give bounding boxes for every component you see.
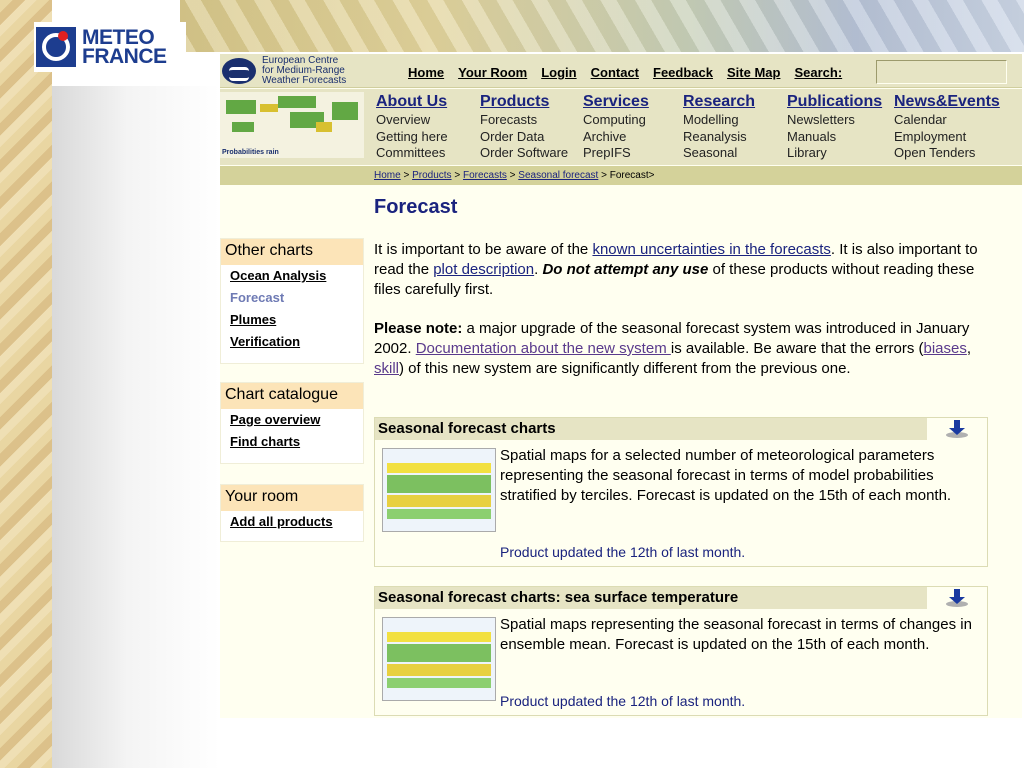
menu-head-about-us[interactable]: About Us [376, 93, 448, 110]
nav-contact[interactable]: Contact [590, 65, 639, 80]
note-label: Please note: [374, 320, 463, 337]
menu-item-reanalysis[interactable]: Reanalysis [683, 128, 747, 144]
menu-item-committees[interactable]: Committees [376, 145, 446, 160]
ecmwf-logo-line: Weather Forecasts [262, 75, 347, 86]
page-title: Forecast [374, 196, 458, 218]
sidebar-link-find-charts[interactable]: Find charts [230, 434, 301, 449]
menu-research [683, 93, 755, 162]
sidebar-your-room [220, 484, 364, 542]
sidebar-heading: Other charts [221, 239, 363, 265]
ecmwf-page [220, 54, 1022, 718]
forecast-map-thumbnail[interactable] [382, 448, 496, 532]
menu-publications [787, 93, 882, 162]
menu-item-overview[interactable]: Overview [376, 112, 431, 127]
menu-item-forecasts[interactable]: Forecasts [480, 112, 538, 127]
nav-your-room[interactable]: Your Room [458, 65, 528, 80]
logo-line-1: METEO [82, 26, 155, 49]
card-title[interactable]: Seasonal forecast charts: sea surface temperature [378, 589, 739, 606]
menu-about-us [376, 93, 448, 162]
breadcrumb-seasonal-forecast[interactable]: Seasonal forecast [518, 170, 599, 181]
card-updated-note: Product updated the 12th of last month. [500, 544, 746, 560]
slide-left-band [0, 0, 52, 768]
menu-item-library[interactable]: Library [787, 145, 827, 160]
menu-item-seasonal[interactable]: Seasonal [683, 145, 738, 160]
card-description: Spatial maps representing the seasonal forecast in terms of changes in ensemble mean. Forecast is updated on the 15th of each month. [500, 616, 972, 653]
product-card [374, 586, 988, 716]
menu-item-newsletters[interactable]: Newsletters [787, 112, 855, 127]
sidebar-link-plumes[interactable]: Plumes [230, 312, 277, 327]
ecmwf-emblem-icon [222, 58, 256, 84]
nav-home[interactable]: Home [408, 65, 445, 80]
meteo-france-emblem-icon [36, 27, 76, 67]
breadcrumb-forecasts[interactable]: Forecasts [462, 170, 507, 181]
sidebar-link-ocean-analysis[interactable]: Ocean Analysis [230, 268, 327, 283]
link-known-uncertainties[interactable]: known uncertainties in the forecasts [592, 241, 831, 258]
menu-item-employment[interactable]: Employment [894, 128, 967, 144]
sidebar-chart-catalogue [220, 382, 364, 464]
menu-item-archive[interactable]: Archive [583, 128, 627, 144]
rain-probability-map-thumbnail[interactable] [220, 92, 364, 158]
nav-feedback[interactable]: Feedback [653, 65, 713, 80]
menu-item-prepifs[interactable]: PrepIFS [583, 145, 631, 160]
top-navigation [408, 65, 842, 80]
main-menu [220, 89, 1022, 165]
card-title[interactable]: Seasonal forecast charts [378, 420, 556, 437]
link-new-system-docs[interactable]: Documentation about the new system [415, 340, 671, 357]
download-icon[interactable] [927, 418, 987, 440]
card-description: Spatial maps for a selected number of meteorological parameters representing the seasonal forecast in terms of model probabilities stratified by terciles. Forecast is updated on the 15th of each month. [500, 447, 952, 504]
menu-item-calendar[interactable]: Calendar [894, 112, 947, 127]
menu-products [480, 93, 568, 162]
slide-top-band [180, 0, 1024, 52]
nav-site-map[interactable]: Site Map [726, 65, 781, 80]
card-updated-note: Product updated the 12th of last month. [500, 693, 746, 709]
breadcrumb-products[interactable]: Products [412, 170, 452, 181]
nav-search-label: Search: [794, 65, 843, 80]
menu-item-manuals[interactable]: Manuals [787, 128, 837, 144]
menu-item-order-data[interactable]: Order Data [480, 128, 545, 144]
breadcrumb-current: Forecast> [609, 170, 655, 181]
menu-services [583, 93, 649, 162]
sidebar-other-charts [220, 238, 364, 364]
link-biases[interactable]: biases [923, 340, 967, 357]
sidebar-heading: Your room [221, 485, 363, 511]
site-header [220, 54, 1022, 88]
sst-map-thumbnail[interactable] [382, 617, 496, 701]
logo-line-2: FRANCE [82, 45, 167, 68]
link-skill[interactable]: skill [374, 360, 399, 377]
sidebar-link-verification[interactable]: Verification [230, 334, 301, 349]
breadcrumb-bar [220, 166, 1022, 185]
intro-paragraph: It is important to be aware of the known uncertainties in the forecasts. It is also important to read the plot description. Do not attempt any use of these products without reading these files carefully first. [374, 241, 978, 298]
menu-item-open-tenders[interactable]: Open Tenders [894, 145, 976, 160]
map-caption: Probabilities rain [222, 149, 279, 156]
sidebar-link-forecast[interactable]: Forecast [230, 290, 285, 305]
menu-head-products[interactable]: Products [480, 93, 550, 110]
menu-head-services[interactable]: Services [583, 93, 649, 110]
sidebar-link-add-all-products[interactable]: Add all products [230, 514, 333, 529]
breadcrumb: Home > Products > Forecasts > Seasonal forecast > Forecast> [374, 170, 655, 181]
link-plot-description[interactable]: plot description [433, 261, 535, 278]
download-icon[interactable] [927, 587, 987, 609]
menu-head-news-events[interactable]: News&Events [894, 93, 1000, 110]
ecmwf-logo-line: for Medium-Range [262, 65, 345, 76]
nav-login[interactable]: Login [541, 65, 577, 80]
menu-item-modelling[interactable]: Modelling [683, 112, 739, 127]
menu-item-computing[interactable]: Computing [583, 112, 646, 127]
note-paragraph: Please note: a major upgrade of the seasonal forecast system was introduced in January 2002. Documentation about the new system is available. Be aware that the errors (biases, skill) of this new system are significantly different from the previous one. [374, 320, 972, 377]
breadcrumb-home[interactable]: Home [374, 170, 401, 181]
sidebar-heading: Chart catalogue [221, 383, 363, 409]
product-card [374, 417, 988, 567]
ecmwf-logo-line: European Centre [262, 55, 339, 66]
menu-item-order-software[interactable]: Order Software [480, 145, 569, 160]
warning-text: Do not attempt any use [542, 261, 709, 278]
slide-left-shade [52, 86, 220, 768]
sidebar-link-page-overview[interactable]: Page overview [230, 412, 321, 427]
meteo-france-logo [34, 22, 186, 72]
menu-head-research[interactable]: Research [683, 93, 756, 110]
menu-head-publications[interactable]: Publications [787, 93, 883, 110]
menu-item-getting-here[interactable]: Getting here [376, 128, 448, 144]
ecmwf-logo[interactable] [222, 56, 372, 86]
menu-news-events [894, 93, 1000, 162]
search-input[interactable] [876, 60, 1007, 84]
